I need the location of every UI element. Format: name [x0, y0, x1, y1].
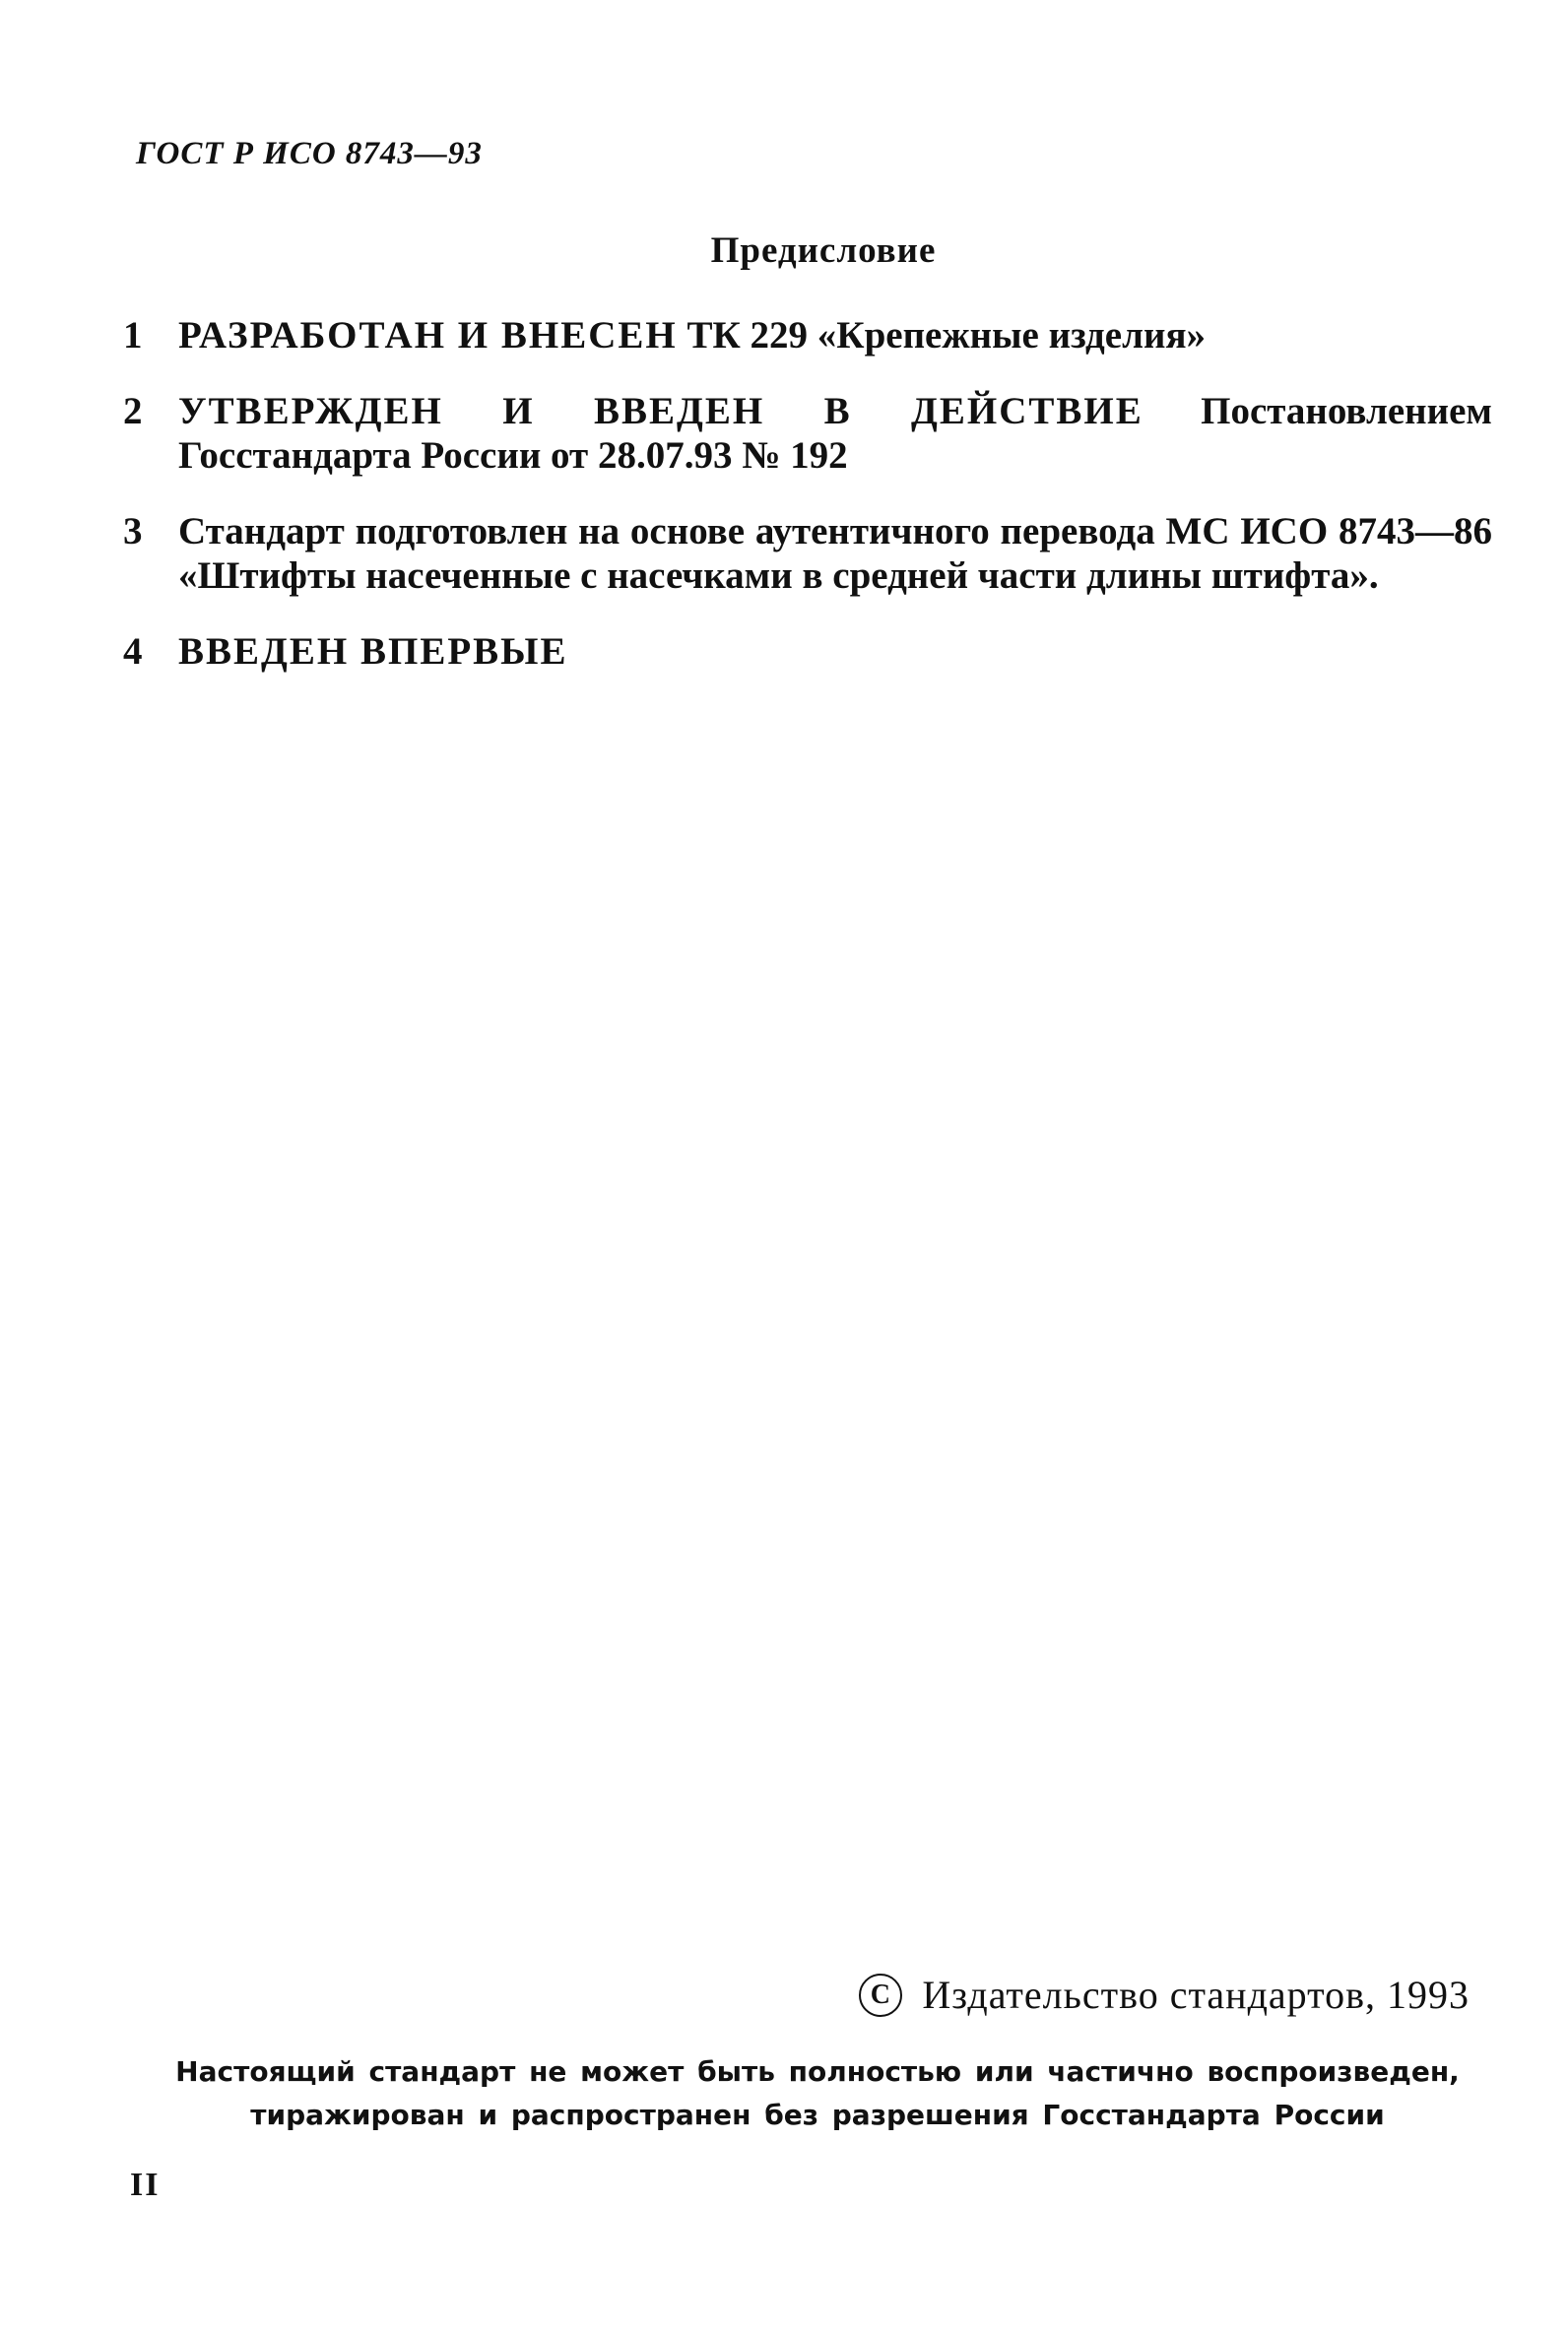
- preface-title: Предисловие: [710, 230, 937, 271]
- item-body: ТК 229 «Крепежные изделия»: [677, 314, 1207, 357]
- item-text: [178, 389, 1492, 478]
- document-code: ГОСТ Р ИСО 8743—93: [136, 136, 483, 171]
- reproduction-notice: Настоящий стандарт не может быть полностью или частично воспроизведен, тиражирован и распространен без разрешения Госстандарта России: [175, 2055, 1460, 2131]
- copyright-line: [859, 1972, 1470, 2018]
- item-text: [178, 313, 1492, 357]
- item-caps: ВВЕДЕН ВПЕРВЫЕ: [178, 630, 568, 673]
- item-body: Постановлением Госстандарта России от 28.07.93 № 192: [178, 390, 1492, 477]
- preface-items: [123, 313, 1492, 705]
- item-body: Стандарт подготовлен на основе аутентичного перевода МС ИСО 8743—86 «Штифты насеченные с насечками в средней части длины штифта».: [178, 510, 1492, 597]
- item-number: 3: [123, 510, 143, 552]
- copyright-text: Издательство стандартов, 1993: [922, 1973, 1470, 2017]
- preface-item-3: [123, 509, 1492, 598]
- preface-item-4: [123, 629, 1492, 674]
- item-number: 2: [123, 390, 143, 432]
- page-number: II: [130, 2167, 161, 2203]
- item-caps: РАЗРАБОТАН И ВНЕСЕН: [178, 314, 678, 357]
- item-number: 4: [123, 630, 143, 673]
- item-text: [178, 629, 1492, 674]
- item-caps: УТВЕРЖДЕН И ВВЕДЕН В ДЕЙСТВИЕ: [178, 390, 1143, 432]
- item-text: [178, 509, 1492, 598]
- preface-item-1: [123, 313, 1492, 357]
- copyright-icon: C: [859, 1974, 902, 2017]
- item-number: 1: [123, 314, 143, 357]
- preface-item-2: [123, 389, 1492, 478]
